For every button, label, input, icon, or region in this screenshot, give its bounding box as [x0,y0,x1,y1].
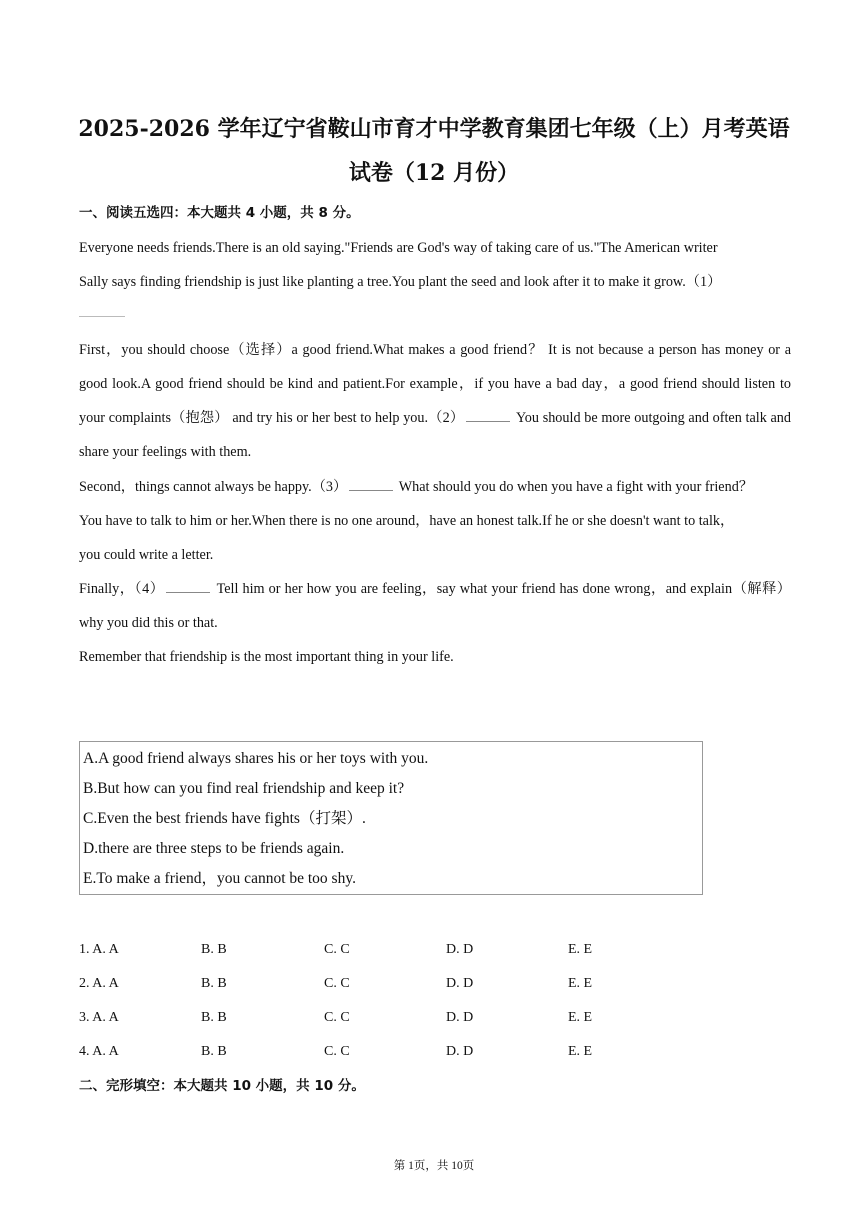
section1-heading: 一、阅读五选四：本大题共 4 小题，共 8 分。 [79,205,360,221]
options-box [79,741,703,895]
option-d: D.there are three steps to be friends again. [83,840,345,857]
passage-p1-line1: Everyone needs friends.There is an old saying."Friends are God's way of taking care of us."The American writer [79,240,718,256]
option-c: C.Even the best friends have fights（打架）. [83,810,366,827]
choice-a[interactable]: 1. A. A [79,942,119,957]
answer-blank-3 [349,478,393,491]
passage-p2-text-a: First，you should choose（选择）a good friend.What makes a good friend？ It is not because a person has money or a good look.A good friend should be kind and patient.For example，if you have a bad day，a good friend should listen to your complaints（抱怨） and try his or her best to help you.（2） [79,342,791,426]
passage-p3-line2: You have to talk to him or her.When there is no one around，have an honest talk.If he or she doesn't want to talk， [79,513,735,529]
choice-a[interactable]: 3. A. A [79,1010,119,1025]
passage-p4-text-b: Tell him or her how you are feeling，say what your friend has done wrong，and explain（解释）why you did this or that. [79,581,791,631]
section2-heading: 二、完形填空：本大题共 10 小题，共 10 分。 [79,1078,365,1094]
answer-blank-4 [166,580,210,593]
passage-p3-line1 [79,476,791,498]
document-title-line1: 2025-2026 学年辽宁省鞍山市育才中学教育集团七年级（上）月考英语 [78,116,790,142]
choice-b[interactable]: B. B [201,1044,227,1059]
choice-e[interactable]: E. E [568,1044,593,1059]
choice-d[interactable]: D. D [446,976,474,991]
choice-b[interactable]: B. B [201,976,227,991]
choice-c[interactable]: C. C [324,942,350,957]
choice-b[interactable]: B. B [201,1010,227,1025]
choice-e[interactable]: E. E [568,976,593,991]
choice-d[interactable]: D. D [446,1010,474,1025]
passage-p1-line2: Sally says finding friendship is just like planting a tree.You plant the seed and look after it to make it grow.（1） [79,274,722,290]
page-footer: 第 1页，共 10页 [393,1160,475,1172]
passage-paragraph-4 [79,572,791,640]
choice-b[interactable]: B. B [201,942,227,957]
passage-p3-line3: you could write a letter. [79,547,214,563]
passage-p3-text-a: Second，things cannot always be happy.（3） [79,479,348,495]
passage-p2-text-b: You should be more outgoing and often talk and share your feelings with them. [79,410,791,460]
choice-d[interactable]: D. D [446,1044,474,1059]
document-title-line2: 试卷（12 月份） [348,160,520,186]
passage-p3-text-b: What should you do when you have a fight with your friend？ [395,479,753,495]
passage-paragraph-2 [79,333,791,469]
choice-c[interactable]: C. C [324,1010,350,1025]
choice-a[interactable]: 2. A. A [79,976,119,991]
choice-c[interactable]: C. C [324,976,350,991]
choice-e[interactable]: E. E [568,1010,593,1025]
passage-p5: Remember that friendship is the most important thing in your life. [79,649,454,665]
option-a: A.A good friend always shares his or her toys with you. [83,750,429,767]
option-e: E.To make a friend，you cannot be too shy. [83,870,356,887]
choice-e[interactable]: E. E [568,942,593,957]
option-b: B.But how can you find real friendship and keep it? [83,780,405,797]
choice-d[interactable]: D. D [446,942,474,957]
answer-blank-2 [466,409,510,422]
choice-c[interactable]: C. C [324,1044,350,1059]
choice-a[interactable]: 4. A. A [79,1044,119,1059]
answer-blank-1 [79,316,125,317]
passage-p4-text-a: Finally，（4） [79,581,165,597]
